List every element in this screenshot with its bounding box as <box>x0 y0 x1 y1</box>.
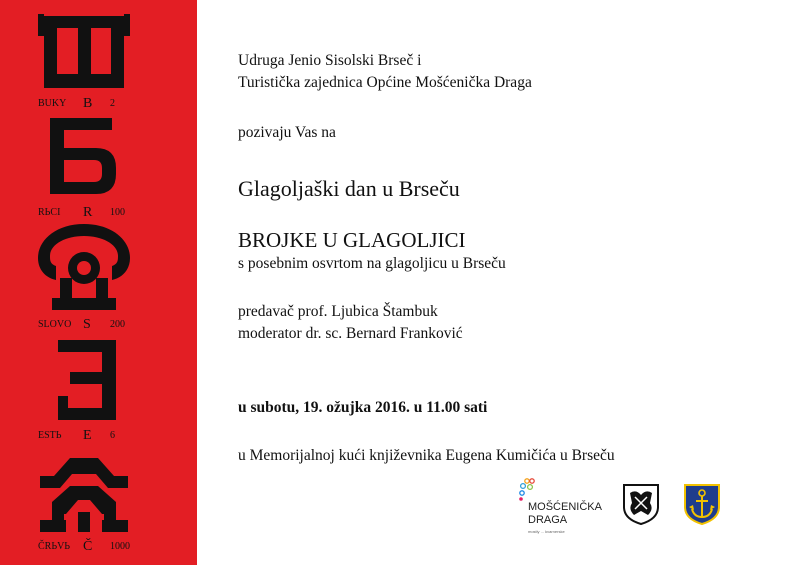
glyph-number: 2 <box>110 98 115 109</box>
logo-md-tagline: mostly ... kvarnerske <box>528 529 565 534</box>
glyph-number: 100 <box>110 207 125 218</box>
municipality-crest-icon <box>622 483 660 530</box>
glagolitic-buky-glyph <box>38 14 130 94</box>
glyph-name: SLOVO <box>38 319 72 330</box>
lecturer: predavač prof. Ljubica Štambuk <box>238 303 438 320</box>
organizer-line-1: Udruga Jenio Sisolski Brseč i <box>238 52 422 69</box>
event-date: u subotu, 19. ožujka 2016. u 11.00 sati <box>238 399 488 416</box>
glagolitic-est-glyph <box>58 340 116 420</box>
glyph-letter: E <box>83 428 92 443</box>
anchor-crest-icon <box>683 483 721 530</box>
lecture-topic: BROJKE U GLAGOLJICI <box>238 228 466 252</box>
glyph-label-rci <box>0 205 197 219</box>
glyph-number: 200 <box>110 319 125 330</box>
lecture-subtitle: s posebnim osvrtom na glagoljicu u Brseču <box>238 255 506 272</box>
event-title: Glagoljaški dan u Brseču <box>238 176 460 201</box>
glyph-letter: B <box>83 96 93 111</box>
glagolitic-rci-glyph <box>50 118 120 194</box>
glyph-label-est <box>0 428 197 442</box>
glyph-number: 6 <box>110 430 115 441</box>
glyph-label-slovo <box>0 317 197 331</box>
glyph-letter: S <box>83 317 91 332</box>
logo-md-line2: DRAGA <box>528 514 568 526</box>
glyph-letter: R <box>83 205 93 220</box>
glyph-label-crv <box>0 539 197 553</box>
glagolitic-slovo-glyph <box>34 222 134 312</box>
glagolitic-crv-glyph <box>38 458 130 534</box>
glyph-letter: Č <box>83 539 93 554</box>
glyph-name: ESTЬ <box>38 430 62 441</box>
glyph-name: BUKY <box>38 98 67 109</box>
invite-phrase: pozivaju Vas na <box>238 124 336 141</box>
organizer-line-2: Turistička zajednica Općine Mošćenička Draga <box>238 74 532 91</box>
glagolitic-sidebar <box>0 0 197 565</box>
moscenicka-draga-logo <box>518 477 608 541</box>
glyph-name: ČRЬVЬ <box>38 541 71 552</box>
event-venue: u Memorijalnoj kući književnika Eugena Kumičića u Brseču <box>238 447 615 464</box>
glyph-number: 1000 <box>110 541 130 552</box>
logo-md-line1: MOŠĆENIČKA <box>528 501 602 513</box>
moderator: moderator dr. sc. Bernard Franković <box>238 325 463 342</box>
glyph-name: RЬCI <box>38 207 61 218</box>
glyph-label-buky <box>0 96 197 110</box>
